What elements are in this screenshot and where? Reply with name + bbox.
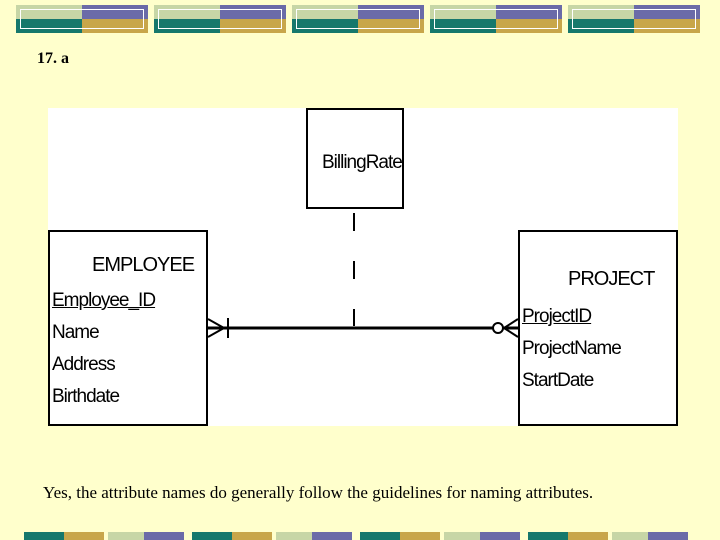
- band-tile: [24, 532, 184, 540]
- band-tile: [192, 532, 352, 540]
- entity-billing-rate: [306, 108, 404, 209]
- top-decorative-band: [0, 0, 720, 38]
- band-tile: [430, 5, 562, 33]
- attribute: Name: [52, 322, 99, 343]
- band-tile: [360, 532, 520, 540]
- band-tile: [568, 5, 700, 33]
- entity-title: PROJECT: [568, 268, 655, 290]
- optional-circle-project: [493, 323, 503, 333]
- attribute: Address: [52, 354, 115, 375]
- slide-caption: Yes, the attribute names do generally follow the guidelines for naming attributes.: [43, 483, 594, 502]
- band-tile: [16, 5, 148, 33]
- primary-key-attribute: Employee_ID: [52, 290, 156, 311]
- band-tile: [292, 5, 424, 33]
- slide-number: 17. a: [37, 50, 69, 67]
- entity-employee: [48, 230, 208, 426]
- attribute: ProjectName: [522, 338, 621, 359]
- band-tile: [154, 5, 286, 33]
- er-diagram: [48, 108, 678, 426]
- band-tile: [528, 532, 688, 540]
- entity-title: EMPLOYEE: [92, 254, 195, 276]
- attribute: Birthdate: [52, 386, 120, 407]
- attribute: StartDate: [522, 370, 594, 391]
- entity-project: [518, 230, 678, 426]
- primary-key-attribute: ProjectID: [522, 306, 592, 327]
- entity-title: BillingRate: [322, 152, 402, 173]
- bottom-decorative-band: [0, 532, 720, 540]
